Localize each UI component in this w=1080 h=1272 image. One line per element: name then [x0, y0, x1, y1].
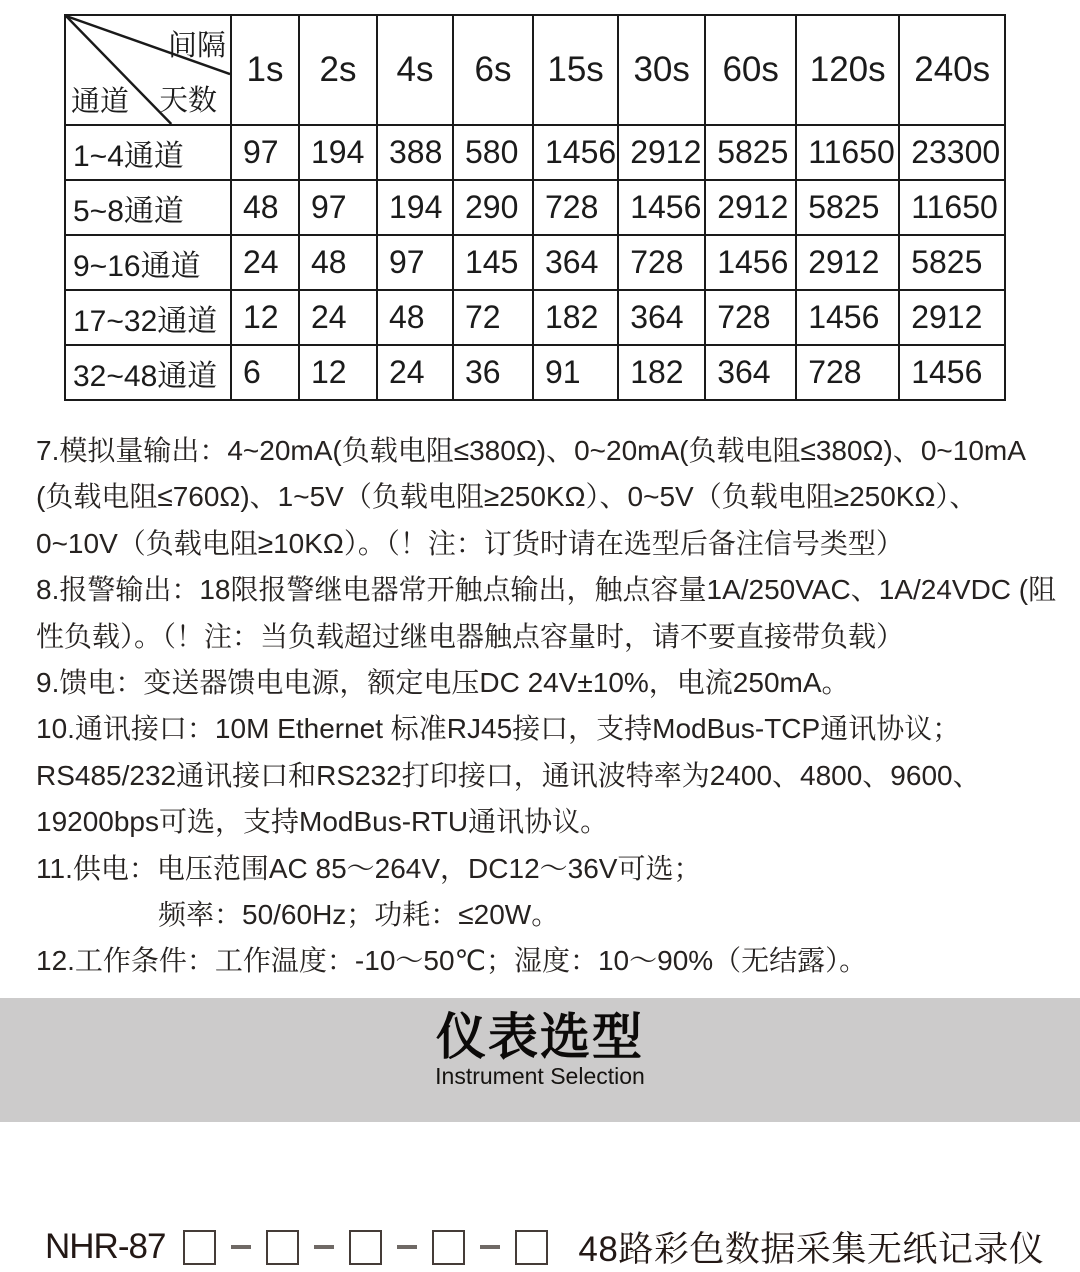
recording-days-table: [64, 14, 1006, 401]
corner-label-channel: 通道: [71, 86, 130, 118]
table-cell: 182: [618, 345, 705, 400]
model-code-box: [183, 1230, 216, 1265]
table-cell: 1456: [533, 125, 618, 180]
spec-line: (负载电阻≤760Ω)、1~5V（负载电阻≥250KΩ）、0~5V（负载电阻≥250KΩ）、: [36, 481, 978, 513]
model-code-dash: [314, 1245, 334, 1249]
column-header: 120s: [796, 15, 899, 125]
table-cell: 728: [705, 290, 796, 345]
column-header: 15s: [533, 15, 618, 125]
table-cell: 6: [231, 345, 299, 400]
table-cell: 5825: [796, 180, 899, 235]
table-cell: 290: [453, 180, 533, 235]
table-cell: 728: [533, 180, 618, 235]
table-cell: 1456: [705, 235, 796, 290]
table-cell: 1456: [618, 180, 705, 235]
table-header-row: [65, 15, 1005, 125]
model-prefix: NHR-87: [45, 1227, 166, 1266]
spec-line: 8.报警输出：18限报警继电器常开触点输出，触点容量1A/250VAC、1A/24VDC (阻: [36, 574, 1057, 606]
model-code-box: [432, 1230, 465, 1265]
model-description: 48路彩色数据采集无纸记录仪: [578, 1230, 1045, 1269]
table-cell: 2912: [618, 125, 705, 180]
table-cell: 580: [453, 125, 533, 180]
model-code-box: [266, 1230, 299, 1265]
spec-line: 频率：50/60Hz；功耗：≤20W。: [158, 898, 560, 930]
section-title: 仪表选型: [436, 1009, 644, 1065]
table-row: [65, 235, 1005, 290]
table-cell: 194: [377, 180, 453, 235]
row-header: 1~4通道: [65, 125, 231, 180]
column-header: 6s: [453, 15, 533, 125]
table-corner-cell: [65, 15, 231, 125]
row-header: 9~16通道: [65, 235, 231, 290]
table-row: [65, 345, 1005, 400]
table-cell: 11650: [899, 180, 1005, 235]
table-cell: 48: [299, 235, 377, 290]
model-code-box: [515, 1230, 548, 1265]
table-cell: 12: [231, 290, 299, 345]
table-cell: 97: [299, 180, 377, 235]
spec-line: 性负载）。（！注：当负载超过继电器触点容量时，请不要直接带负载）: [36, 620, 905, 652]
table-cell: 728: [796, 345, 899, 400]
table-cell: 24: [231, 235, 299, 290]
spec-list: [36, 428, 1066, 985]
table-cell: 364: [618, 290, 705, 345]
model-code-boxes: [183, 1230, 548, 1265]
column-header: 1s: [231, 15, 299, 125]
table-cell: 364: [705, 345, 796, 400]
table-cell: 182: [533, 290, 618, 345]
table-cell: 36: [453, 345, 533, 400]
model-code-dash: [397, 1245, 417, 1249]
model-code-dash: [480, 1245, 500, 1249]
table-cell: 728: [618, 235, 705, 290]
table-cell: 48: [377, 290, 453, 345]
row-header: 17~32通道: [65, 290, 231, 345]
table-cell: 2912: [899, 290, 1005, 345]
table-row: [65, 290, 1005, 345]
column-header: 240s: [899, 15, 1005, 125]
table-cell: 24: [299, 290, 377, 345]
table-cell: 5825: [899, 235, 1005, 290]
row-header: 5~8通道: [65, 180, 231, 235]
corner-label-days: 天数: [159, 85, 218, 117]
table-cell: 91: [533, 345, 618, 400]
table-cell: 364: [533, 235, 618, 290]
table-cell: 12: [299, 345, 377, 400]
table-cell: 23300: [899, 125, 1005, 180]
table-cell: 145: [453, 235, 533, 290]
table-body: [65, 125, 1005, 400]
model-code-dash: [231, 1245, 251, 1249]
table-cell: 72: [453, 290, 533, 345]
table-cell: 2912: [796, 235, 899, 290]
spec-line: 19200bps可选，支持ModBus-RTU通讯协议。: [36, 806, 609, 838]
spec-line: 9.馈电：变送器馈电电源，额定电压DC 24V±10%，电流250mA。: [36, 666, 850, 698]
column-header: 60s: [705, 15, 796, 125]
spec-line: 10.通讯接口：10M Ethernet 标准RJ45接口，支持ModBus-TCP通讯协议；: [36, 713, 961, 745]
table-cell: 1456: [796, 290, 899, 345]
column-header: 30s: [618, 15, 705, 125]
spec-line: 0~10V（负载电阻≥10KΩ）。（！注：订货时请在选型后备注信号类型）: [36, 527, 904, 559]
table-cell: 388: [377, 125, 453, 180]
table-cell: 24: [377, 345, 453, 400]
column-header: 4s: [377, 15, 453, 125]
table-cell: 1456: [899, 345, 1005, 400]
table-cell: 97: [231, 125, 299, 180]
section-subtitle: Instrument Selection: [435, 1063, 645, 1089]
table-cell: 5825: [705, 125, 796, 180]
spec-line: 11.供电：电压范围AC 85～264V，DC12～36V可选；: [36, 852, 702, 884]
table-cell: 97: [377, 235, 453, 290]
table-cell: 2912: [705, 180, 796, 235]
table-row: [65, 180, 1005, 235]
table-cell: 11650: [796, 125, 899, 180]
model-selection-row: [45, 1222, 1044, 1272]
table-row: [65, 125, 1005, 180]
spec-line: 7.模拟量输出：4~20mA(负载电阻≤380Ω)、0~20mA(负载电阻≤380Ω)、0~10mA: [36, 435, 1026, 466]
column-header: 2s: [299, 15, 377, 125]
row-header: 32~48通道: [65, 345, 231, 400]
spec-line: 12.工作条件：工作温度：-10～50℃；湿度：10～90%（无结露）。: [36, 945, 868, 977]
spec-line: RS485/232通讯接口和RS232打印接口，通讯波特率为2400、4800、9600、: [36, 759, 981, 791]
table-cell: 194: [299, 125, 377, 180]
model-code-box: [349, 1230, 382, 1265]
section-band: [0, 998, 1080, 1122]
corner-label-interval: 间隔: [167, 30, 226, 62]
table-cell: 48: [231, 180, 299, 235]
